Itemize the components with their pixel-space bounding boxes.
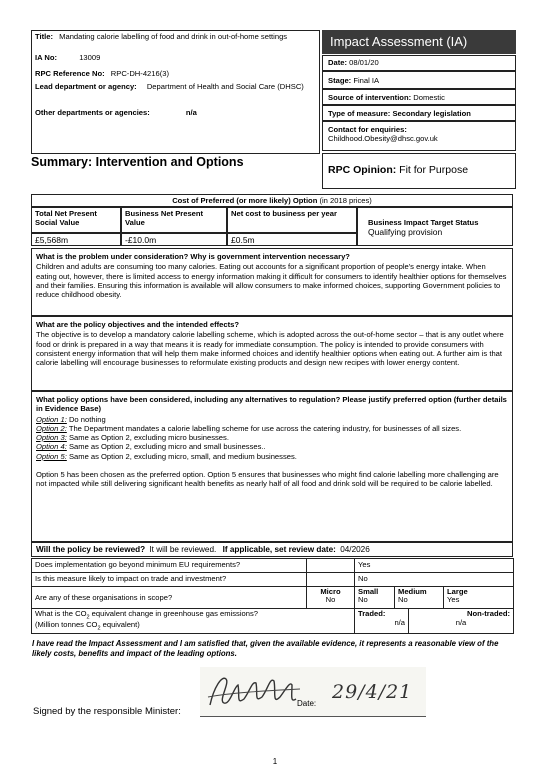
cost-col2-value xyxy=(121,233,227,246)
rpc-ref-value: RPC-DH-4216(3) xyxy=(110,69,169,78)
signature-date-label: Date: xyxy=(297,699,317,708)
summary-title-text: Summary: Intervention and Options xyxy=(31,155,244,169)
review-answer: It will be reviewed. xyxy=(149,545,217,554)
option-4-label: Option 4: xyxy=(36,442,67,452)
scope-question-text: Are any of these organisations in scope? xyxy=(35,592,173,602)
source-cell xyxy=(322,89,516,105)
ia-banner xyxy=(322,30,516,54)
option-4-text: Same as Option 2, excluding micro and small businesses.. xyxy=(68,442,266,452)
objectives-question: What are the policy objectives and the intended effects? xyxy=(36,320,239,329)
scope-row xyxy=(32,587,514,609)
scope-medium-label: Medium xyxy=(398,587,427,596)
cost-col4-label-text: Business Impact Target Status xyxy=(368,218,479,227)
summary-title xyxy=(31,152,320,180)
measure-cell xyxy=(322,105,516,121)
option-item-1 xyxy=(36,415,508,424)
scope-micro-value: No xyxy=(325,595,336,605)
review-question: Will the policy be reviewed? xyxy=(36,545,146,554)
page-number xyxy=(0,757,550,767)
nontraded-value: n/a xyxy=(455,617,467,627)
option-3-text: Same as Option 2, excluding micro businesses. xyxy=(68,433,229,442)
option-5-text: Same as Option 2, excluding micro, small, and medium businesses. xyxy=(68,451,297,461)
eu-answer: Yes xyxy=(355,559,514,573)
signed-by-text: Signed by the responsible Minister: xyxy=(33,706,181,717)
ghg-nontraded xyxy=(409,609,514,634)
eu-row xyxy=(32,559,514,573)
option-5-label: Option 5: xyxy=(36,451,67,461)
signature-area xyxy=(200,667,426,717)
objectives-body: The objective is to develop a mandatory calorie labelling scheme, which is adopted across the out-of-home sector – that is any outlet where food or drink is prepared in a way that means it is ready for immediate consumption. The policy is intended to provide consumers with consistent energy information that will help them make informed choices and identify healthier options when eating out. A further aim is that calorie labelling will encourage businesses to reformulate existing products and design new recipes with lower energy content. xyxy=(36,330,504,367)
ia-no-label: IA No: xyxy=(35,53,58,62)
trade-question: Is this measure likely to impact on trade and investment? xyxy=(32,573,307,587)
ghg-q2-sub: 2 xyxy=(97,625,101,632)
trade-answer: No xyxy=(355,573,514,587)
review-section xyxy=(31,542,513,557)
option-3-label: Option 3: xyxy=(36,433,67,442)
options-question: What policy options have been considered, including any alternatives to regulation? Please justify preferred option (further details in Evidence Base) xyxy=(36,395,507,414)
rpc-opinion-value: Fit for Purpose xyxy=(399,164,469,176)
source-label: Source of intervention: xyxy=(328,93,412,102)
ghg-q2-rest: equivalent) xyxy=(100,619,140,629)
cost-col1-label-text: Total Net Present Social Value xyxy=(35,209,97,228)
measure-label: Type of measure: xyxy=(328,109,391,118)
other-departments xyxy=(35,108,317,117)
scope-medium xyxy=(395,587,444,609)
contact-label: Contact for enquiries: xyxy=(328,125,407,134)
traded-label: Traded: xyxy=(358,609,386,618)
title-value: Mandating calorie labelling of food and drink in out-of-home settings xyxy=(59,32,288,41)
contact-value: Childhood.Obesity@dhsc.gov.uk xyxy=(328,134,438,144)
cost-header-normal: (in 2018 prices) xyxy=(319,196,372,205)
ghg-q1-rest: equivalent change in greenhouse gas emissions? xyxy=(89,609,258,618)
header-title xyxy=(35,32,317,41)
cost-col1-value xyxy=(31,233,121,246)
signature-date-value: 29/4/21 xyxy=(332,681,413,703)
stage-label: Stage: xyxy=(328,76,352,85)
ghg-q2: (Million tonnes CO xyxy=(35,619,98,629)
scope-small xyxy=(355,587,395,609)
date-value: 08/01/20 xyxy=(349,58,379,67)
option-1-label: Option 1: xyxy=(36,414,67,424)
ghg-q1: What is the CO xyxy=(35,609,87,618)
measure-value: Secondary legislation xyxy=(392,109,471,118)
objectives-section xyxy=(31,316,513,391)
cost-col3-label-text: Net cost to business per year xyxy=(231,209,337,218)
ghg-question xyxy=(32,609,355,634)
trade-row xyxy=(32,573,514,587)
ghg-row xyxy=(32,609,514,634)
scope-small-label: Small xyxy=(358,587,379,596)
rpc-opinion-box xyxy=(322,153,516,189)
traded-value: n/a xyxy=(394,617,405,627)
eu-question: Does implementation go beyond minimum EU requirements? xyxy=(32,559,307,573)
eu-answer-spacer xyxy=(307,559,355,573)
option-item-4 xyxy=(36,442,508,451)
scope-micro xyxy=(307,587,355,609)
cost-col3-value-text: £0.5m xyxy=(231,235,255,245)
date-label: Date: xyxy=(328,58,347,67)
rpc-reference xyxy=(35,69,317,78)
option-2-text: The Department mandates a calorie labelling scheme for use across the catering industry, for businesses of all sizes. xyxy=(68,423,462,433)
scope-micro-label: Micro xyxy=(320,587,341,596)
review-date-label: If applicable, set review date: xyxy=(222,545,336,554)
questions-table xyxy=(31,558,513,634)
cost-col3-label xyxy=(227,207,357,233)
scope-large-label: Large xyxy=(447,587,468,596)
rpc-ref-label: RPC Reference No: xyxy=(35,69,105,78)
cost-col3-value xyxy=(227,233,357,246)
cost-header-bold: Cost of Preferred (or more likely) Option xyxy=(172,196,318,205)
other-dept-value: n/a xyxy=(185,108,197,117)
nontraded-label: Non-traded: xyxy=(466,609,511,618)
cost-header xyxy=(31,194,513,207)
ghg-traded xyxy=(355,609,409,634)
rpc-opinion-label: RPC Opinion: xyxy=(328,164,397,176)
option-item-2 xyxy=(36,424,508,433)
cost-col2-label-text: Business Net Present Value xyxy=(125,209,204,228)
option-1-text: Do nothing xyxy=(68,414,106,424)
problem-body: Children and adults are consuming too many calories. Eating out accounts for a significant proportion of people's energy intake. When eating out, however, there is limited access to energy information making it difficult for consumers to identify healthier options for themselves and their families. Ensuring this information is available will allow consumers to make informed choices, supporting Government policies to reduce childhood obesity. xyxy=(36,262,507,299)
lead-dept-value: Department of Health and Social Care (DHSC) xyxy=(146,82,304,91)
problem-section xyxy=(31,248,513,316)
lead-department xyxy=(35,82,317,91)
ia-no-value: 13009 xyxy=(79,53,101,62)
cost-col1-value-text: £5,568m xyxy=(35,235,69,245)
cost-col2-label xyxy=(121,207,227,233)
cost-col1-label xyxy=(31,207,121,233)
scope-large xyxy=(444,587,514,609)
contact-cell xyxy=(322,121,516,151)
signed-by-label xyxy=(33,706,181,718)
title-label: Title: xyxy=(35,32,54,41)
options-section xyxy=(31,391,513,542)
header-left-box xyxy=(31,30,320,154)
other-dept-label: Other departments or agencies: xyxy=(35,108,150,117)
problem-question: What is the problem under consideration? Why is government intervention necessary? xyxy=(36,252,350,261)
scope-large-value: Yes xyxy=(447,595,460,605)
cost-col4-value-text: Qualifying provision xyxy=(368,227,443,238)
review-date-value: 04/2026 xyxy=(340,545,370,554)
trade-answer-spacer xyxy=(307,573,355,587)
scope-medium-value: No xyxy=(398,595,408,605)
page-number-text: 1 xyxy=(272,757,278,766)
lead-dept-label: Lead department or agency: xyxy=(35,82,137,91)
declaration-text: I have read the Impact Assessment and I am satisfied that, given the available evidence, it represents a reasonable view of the likely costs, benefits and impact of the leading options. xyxy=(32,639,499,658)
cost-col2-value-text: -£10.0m xyxy=(125,235,157,245)
options-conclusion: Option 5 has been chosen as the preferred option. Option 5 ensures that businesses who might find calorie labelling more challenging are not impacted while still delivering significant health benefits as nearly half of all food and drink sold will be required to be calorie labelled. xyxy=(36,469,499,488)
stage-value: Final IA xyxy=(353,76,380,85)
cost-col4 xyxy=(357,207,513,246)
option-item-5 xyxy=(36,452,508,461)
date-cell xyxy=(322,55,516,71)
option-item-3 xyxy=(36,433,508,442)
ia-banner-text: Impact Assessment (IA) xyxy=(330,34,468,49)
option-2-label: Option 2: xyxy=(36,423,67,433)
stage-cell xyxy=(322,71,516,89)
scope-question xyxy=(32,587,307,609)
source-value: Domestic xyxy=(413,93,445,102)
declaration-statement xyxy=(32,639,514,658)
scope-small-value: No xyxy=(358,595,368,605)
ghg-q1-sub: 2 xyxy=(86,614,90,621)
ia-number xyxy=(35,53,317,62)
